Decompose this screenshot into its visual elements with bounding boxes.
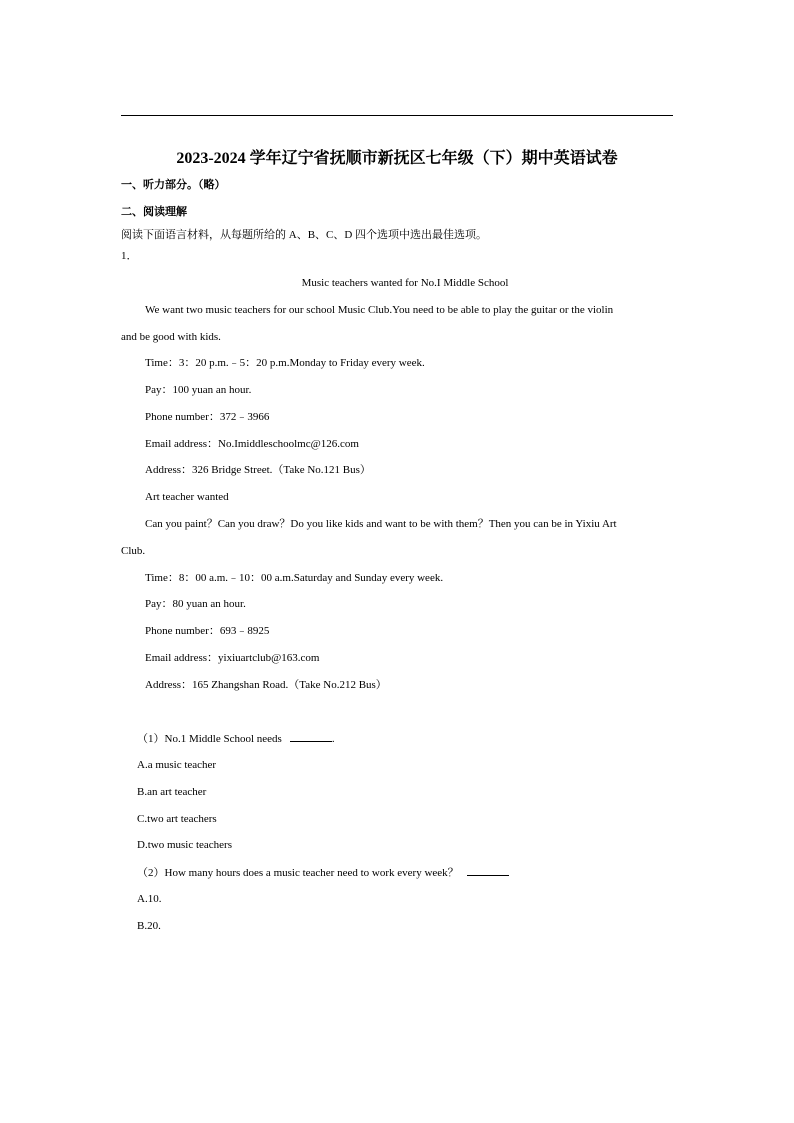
question-1 [137, 731, 335, 746]
passage-heading: Music teachers wanted for No.I Middle School [301, 277, 509, 289]
music-pay: Pay：100 yuan an hour. [145, 384, 252, 396]
answer-blank-2[interactable] [467, 865, 509, 876]
q1-option-d: D.two music teachers [137, 839, 232, 851]
question-1-stem: （1）No.1 Middle School needs [137, 733, 282, 745]
q1-option-b: B.an art teacher [137, 786, 207, 798]
page-title: 2023-2024 学年辽宁省抚顺市新抚区七年级（下）期中英语试卷 [176, 150, 618, 167]
art-heading: Art teacher wanted [145, 491, 229, 503]
music-intro-line1: We want two music teachers for our school Music Club.You need to be able to play the guitar or the violin [145, 304, 614, 316]
question-2 [137, 865, 509, 880]
q2-option-b: B.20. [137, 920, 161, 932]
section-reading: 二、阅读理解 [121, 206, 187, 218]
instruction-text: 阅读下面语言材料，从每题所给的 A、B、C、D 四个选项中选出最佳选项。 [121, 229, 488, 241]
answer-blank-1[interactable] [290, 731, 332, 742]
art-email: Email address：yixiuartclub@163.com [145, 652, 320, 664]
header-rule [121, 115, 673, 116]
art-address: Address：165 Zhangshan Road.（Take No.212 Bus） [145, 679, 387, 691]
art-phone: Phone number：693﹣8925 [145, 625, 270, 637]
q2-option-a: A.10. [137, 893, 162, 905]
question-number: 1． [121, 250, 138, 262]
art-time: Time：8：00 a.m.﹣10：00 a.m.Saturday and Sunday every week. [145, 572, 444, 584]
question-1-suffix: . [331, 733, 335, 745]
q1-option-c: C.two art teachers [137, 813, 217, 825]
music-intro-line2: and be good with kids. [121, 331, 221, 343]
music-phone: Phone number：372﹣3966 [145, 411, 270, 423]
section-listening: 一、听力部分。（略） [121, 179, 226, 191]
art-intro-line2: Club. [121, 545, 146, 557]
art-intro-line1: Can you paint？Can you draw？Do you like kids and want to be with them？Then you can be in Yixiu Art [145, 518, 617, 530]
question-2-stem: （2）How many hours does a music teacher need to work every week？ [137, 867, 459, 879]
music-time: Time：3：20 p.m.﹣5：20 p.m.Monday to Friday every week. [145, 357, 425, 369]
art-pay: Pay：80 yuan an hour. [145, 598, 246, 610]
q1-option-a: A.a music teacher [137, 759, 217, 771]
music-address: Address：326 Bridge Street.（Take No.121 Bus） [145, 464, 371, 476]
music-email: Email address：No.Imiddleschoolmc@126.com [145, 438, 359, 450]
